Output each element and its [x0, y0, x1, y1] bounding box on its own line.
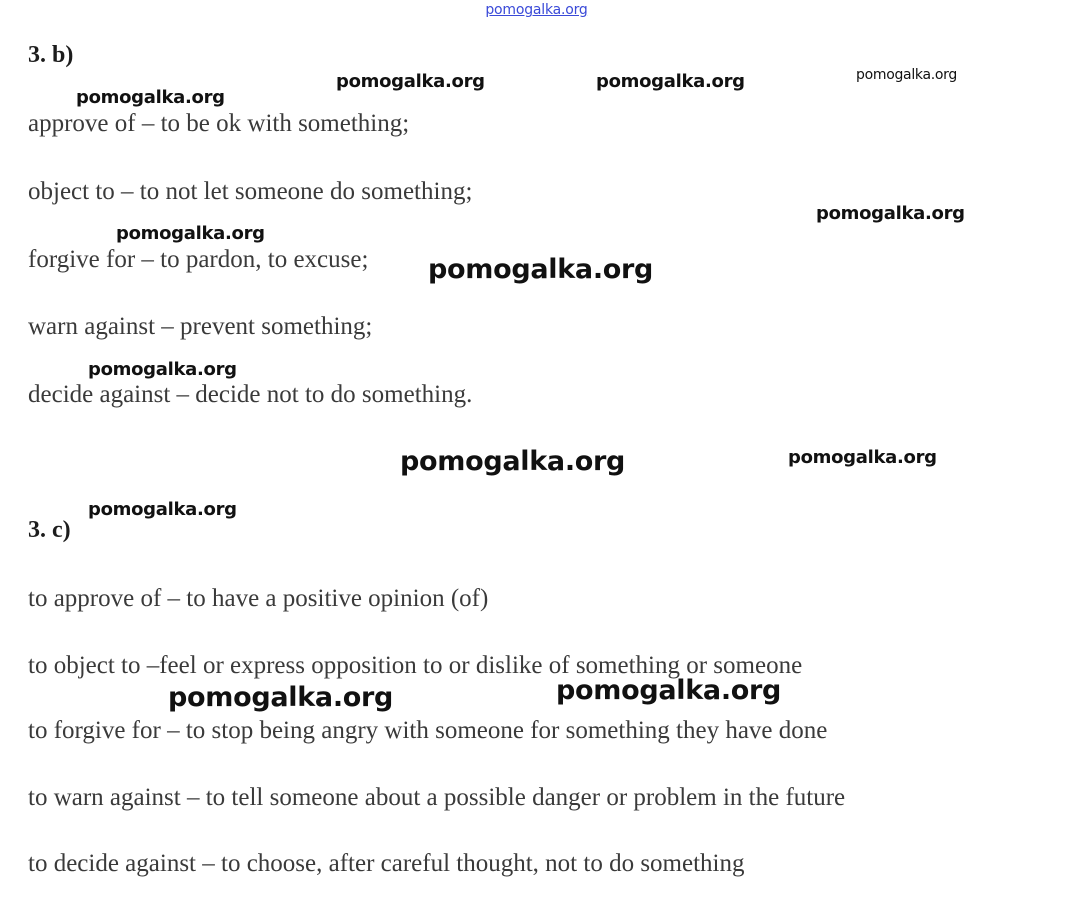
watermark: pomogalka.org — [428, 254, 654, 285]
watermark: pomogalka.org — [556, 675, 782, 706]
definition-line: warn against – prevent something; — [28, 313, 373, 340]
site-link[interactable]: pomogalka.org — [485, 2, 588, 18]
watermark: pomogalka.org — [336, 71, 485, 92]
watermark: pomogalka.org — [400, 446, 626, 477]
watermark: pomogalka.org — [816, 203, 965, 224]
definition-line: approve of – to be ok with something; — [28, 110, 410, 137]
definition-line: to object to –feel or express opposition to or dislike of something or someone — [28, 652, 803, 679]
watermark: pomogalka.org — [88, 499, 237, 520]
watermark: pomogalka.org — [596, 71, 745, 92]
definition-line: decide against – decide not to do something. — [28, 381, 473, 408]
watermark: pomogalka.org — [76, 87, 225, 108]
watermark: pomogalka.org — [88, 359, 237, 380]
definition-line: forgive for – to pardon, to excuse; — [28, 246, 369, 273]
definition-line: to forgive for – to stop being angry with someone for something they have done — [28, 717, 828, 744]
definition-line: object to – to not let someone do something; — [28, 178, 473, 205]
watermark: pomogalka.org — [856, 67, 957, 83]
watermark: pomogalka.org — [168, 682, 394, 713]
watermark: pomogalka.org — [788, 447, 937, 468]
section-c-heading: 3. c) — [28, 517, 71, 543]
watermark: pomogalka.org — [116, 223, 265, 244]
section-b-heading: 3. b) — [28, 42, 74, 68]
definition-line: to approve of – to have a positive opinion (of) — [28, 585, 489, 612]
definition-line: to warn against – to tell someone about a possible danger or problem in the future — [28, 784, 846, 811]
definition-line: to decide against – to choose, after careful thought, not to do something — [28, 850, 745, 877]
